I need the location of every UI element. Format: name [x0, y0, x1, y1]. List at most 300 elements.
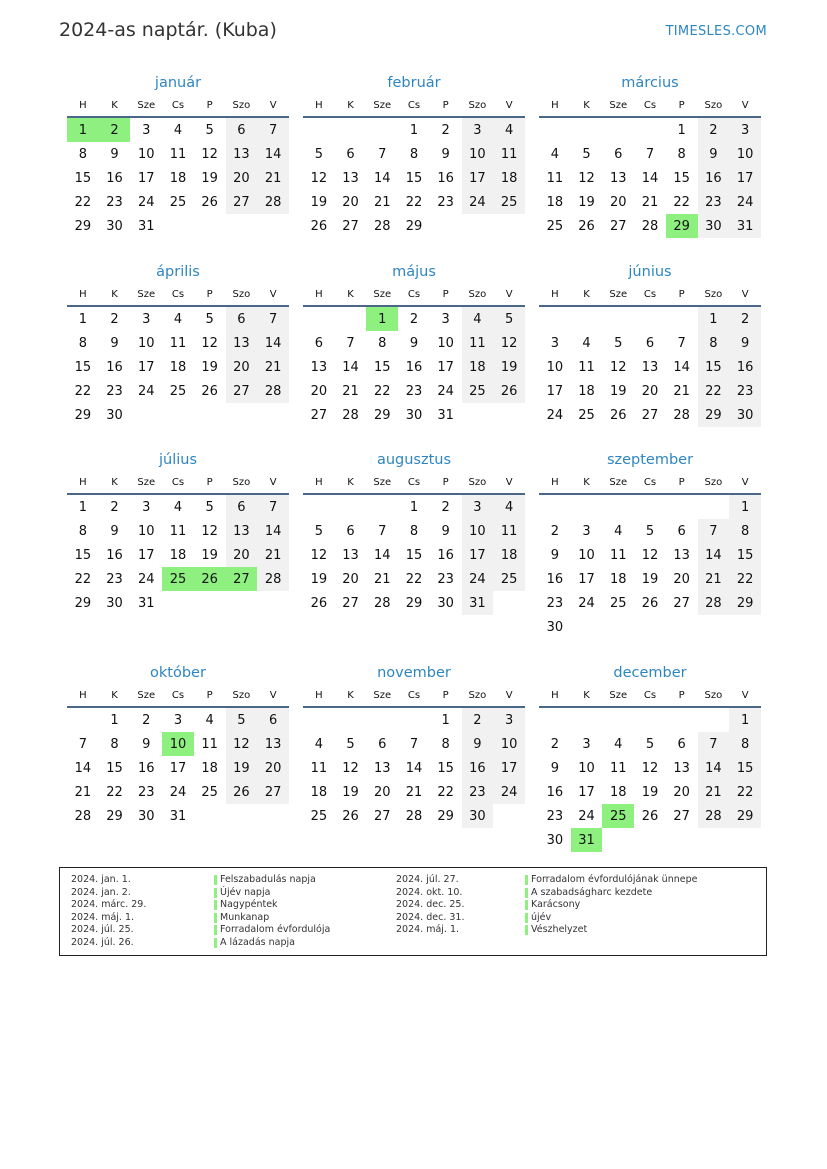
empty-cell: [162, 214, 194, 238]
day-cell: 12: [641, 547, 659, 563]
day-cell: 13: [373, 760, 391, 776]
legend-holiday-name: [531, 887, 697, 900]
day-cell: 8: [110, 736, 119, 752]
day-cell: 14: [74, 760, 92, 776]
day-cell: 8: [78, 146, 87, 162]
day-cell: 31: [571, 828, 603, 852]
day-cell: 20: [673, 571, 690, 587]
legend-holiday-name: [220, 874, 330, 887]
day-cell: 19: [493, 355, 525, 379]
day-cell: 11: [169, 146, 187, 162]
weekday-header: K: [335, 283, 367, 306]
day-cell: 23: [106, 383, 123, 399]
day-cell: 21: [74, 784, 92, 800]
day-cell: 27: [226, 567, 258, 591]
day-cell: 13: [226, 519, 258, 543]
day-cell: 28: [405, 808, 423, 824]
month-block: [539, 72, 761, 238]
day-cell: 20: [226, 355, 258, 379]
day-cell: 9: [142, 736, 151, 752]
day-cell: 2: [729, 306, 761, 331]
weekday-header: K: [571, 283, 603, 306]
month-block: [539, 662, 761, 852]
day-cell: 19: [641, 784, 659, 800]
empty-cell: [602, 828, 634, 852]
holiday-color-marker: [214, 900, 217, 910]
day-cell: 12: [609, 359, 627, 375]
day-cell: 2: [441, 122, 450, 138]
day-cell: 11: [609, 547, 627, 563]
day-cell: 2: [110, 311, 119, 327]
weekday-header: K: [571, 94, 603, 117]
empty-cell: [602, 707, 634, 732]
legend-date: 2024. júl. 26.: [71, 936, 134, 948]
holiday-color-marker: [525, 900, 528, 910]
empty-cell: [729, 615, 761, 639]
day-cell: 21: [405, 784, 423, 800]
month-block: [303, 261, 525, 427]
day-cell: 15: [405, 547, 423, 563]
day-cell: 15: [673, 170, 690, 186]
weekday-header: Szo: [226, 283, 258, 306]
day-cell: 22: [74, 383, 92, 399]
day-cell: 20: [342, 194, 359, 210]
day-cell: 24: [169, 784, 187, 800]
month-name: december: [613, 665, 687, 681]
day-cell: 5: [346, 736, 355, 752]
weekday-header: P: [194, 94, 226, 117]
day-cell: 12: [201, 523, 218, 539]
day-cell: 27: [673, 595, 690, 611]
day-cell: 10: [137, 146, 155, 162]
day-cell: 29: [729, 591, 761, 615]
weekday-header: Sze: [130, 283, 162, 306]
day-cell: 22: [405, 194, 423, 210]
day-cell: 26: [194, 567, 226, 591]
legend-names-right: [531, 874, 697, 937]
month-name: augusztus: [376, 452, 452, 468]
legend-date: 2024. dec. 31.: [396, 911, 465, 923]
empty-cell: [366, 117, 398, 142]
empty-cell: [257, 214, 289, 238]
empty-cell: [493, 214, 525, 238]
day-cell: 11: [462, 331, 494, 355]
day-cell: 22: [729, 780, 761, 804]
day-cell: 28: [257, 379, 289, 403]
day-cell: 22: [74, 194, 92, 210]
day-cell: 22: [405, 571, 423, 587]
day-cell: 16: [546, 571, 564, 587]
weekday-header: K: [571, 471, 603, 494]
month-name: április: [156, 264, 200, 280]
day-cell: 26: [641, 808, 659, 824]
holiday-color-marker: [525, 925, 528, 935]
day-cell: 16: [106, 170, 123, 186]
day-cell: 13: [673, 760, 690, 776]
empty-cell: [335, 117, 367, 142]
day-cell: 30: [106, 595, 123, 611]
weekday-header: P: [430, 684, 462, 707]
day-cell: 17: [137, 170, 155, 186]
empty-cell: [398, 707, 430, 732]
legend-holiday-label: A lázadás napja: [220, 936, 295, 948]
day-cell: 5: [314, 523, 323, 539]
empty-cell: [666, 707, 698, 732]
day-cell: 2: [698, 117, 730, 142]
day-cell: 11: [310, 760, 328, 776]
day-cell: 6: [257, 707, 289, 732]
day-cell: 8: [729, 732, 761, 756]
day-cell: 26: [310, 218, 328, 234]
weekday-header: P: [194, 684, 226, 707]
day-cell: 15: [74, 359, 92, 375]
day-cell: 6: [614, 146, 623, 162]
weekday-header: K: [99, 684, 131, 707]
weekday-header: Sze: [602, 684, 634, 707]
day-cell: 20: [373, 784, 391, 800]
empty-cell: [335, 306, 367, 331]
day-cell: 3: [550, 335, 559, 351]
day-cell: 7: [698, 519, 730, 543]
legend-dates-left: [71, 874, 146, 949]
day-cell: 20: [310, 383, 328, 399]
day-cell: 12: [641, 760, 659, 776]
weekday-header: Cs: [398, 283, 430, 306]
day-cell: 22: [698, 379, 730, 403]
day-cell: 9: [441, 146, 450, 162]
day-cell: 14: [641, 170, 659, 186]
weekday-header: P: [666, 684, 698, 707]
month-name: október: [150, 665, 206, 681]
month-name: március: [621, 75, 679, 91]
day-cell: 1: [78, 311, 87, 327]
empty-cell: [366, 494, 398, 519]
day-cell: 20: [257, 756, 289, 780]
weekday-header: P: [430, 283, 462, 306]
empty-cell: [666, 828, 698, 852]
weekday-header: Sze: [130, 684, 162, 707]
empty-cell: [162, 403, 194, 427]
day-cell: 21: [373, 194, 391, 210]
day-cell: 27: [226, 190, 258, 214]
weekday-header: Sze: [602, 283, 634, 306]
legend-date: 2024. márc. 29.: [71, 899, 147, 910]
day-cell: 16: [137, 760, 155, 776]
day-cell: 2: [110, 499, 119, 515]
weekday-header: Cs: [634, 283, 666, 306]
day-cell: 19: [609, 383, 627, 399]
empty-cell: [303, 306, 335, 331]
day-cell: 16: [437, 170, 454, 186]
day-cell: 21: [342, 383, 359, 399]
day-cell: 8: [698, 331, 730, 355]
day-cell: 19: [226, 756, 258, 780]
day-cell: 8: [78, 335, 87, 351]
day-cell: 14: [698, 543, 730, 567]
day-cell: 14: [257, 331, 289, 355]
legend-holiday-name: [531, 874, 697, 887]
day-cell: 25: [462, 379, 494, 403]
day-cell: 15: [405, 170, 423, 186]
day-cell: 14: [257, 519, 289, 543]
day-cell: 26: [226, 780, 258, 804]
day-cell: 9: [110, 335, 119, 351]
day-cell: 30: [106, 407, 123, 423]
day-cell: 5: [614, 335, 623, 351]
day-cell: 9: [110, 146, 119, 162]
day-cell: 2: [462, 707, 494, 732]
day-cell: 3: [441, 311, 450, 327]
day-cell: 2: [409, 311, 419, 327]
day-cell: 8: [677, 146, 686, 162]
day-cell: 23: [437, 571, 454, 587]
day-cell: 25: [162, 567, 194, 591]
day-cell: 19: [201, 547, 218, 563]
legend-date: 2024. jan. 2.: [71, 886, 131, 898]
empty-cell: [539, 117, 571, 142]
day-cell: 30: [405, 407, 423, 423]
day-cell: 2: [142, 712, 151, 728]
day-cell: 29: [698, 403, 730, 427]
month-name: május: [392, 264, 436, 280]
empty-cell: [602, 615, 634, 639]
day-cell: 26: [310, 595, 328, 611]
weekday-header: Sze: [366, 94, 398, 117]
day-cell: 5: [645, 523, 655, 539]
day-cell: 9: [729, 331, 761, 355]
day-cell: 23: [729, 379, 761, 403]
day-cell: 4: [493, 117, 525, 142]
brand-link[interactable]: TIMESLES.COM: [665, 24, 767, 39]
day-cell: 31: [137, 218, 155, 234]
month-table: [539, 684, 761, 852]
empty-cell: [539, 306, 571, 331]
day-cell: 26: [201, 383, 218, 399]
day-cell: 8: [409, 146, 419, 162]
month-table: [303, 684, 525, 828]
legend-holiday-label: Felszabadulás napja: [220, 874, 316, 885]
day-cell: 3: [582, 736, 591, 752]
empty-cell: [602, 306, 634, 331]
day-cell: 15: [74, 547, 92, 563]
month-block: [539, 449, 761, 639]
month-name: június: [628, 264, 672, 280]
day-cell: 9: [550, 547, 559, 563]
day-cell: 3: [462, 494, 494, 519]
holiday-color-marker: [214, 888, 217, 898]
day-cell: 17: [169, 760, 187, 776]
day-cell: 29: [106, 808, 123, 824]
day-cell: 20: [641, 383, 659, 399]
day-cell: 14: [257, 142, 289, 166]
day-cell: 28: [698, 591, 730, 615]
day-cell: 26: [609, 407, 627, 423]
day-cell: 28: [373, 218, 391, 234]
day-cell: 12: [493, 331, 525, 355]
day-cell: 24: [578, 595, 595, 611]
weekday-header: K: [335, 684, 367, 707]
month-block: [67, 261, 289, 427]
empty-cell: [335, 494, 367, 519]
day-cell: 14: [373, 547, 391, 563]
day-cell: 15: [106, 760, 123, 776]
empty-cell: [257, 591, 289, 615]
day-cell: 10: [462, 519, 494, 543]
weekday-header: K: [571, 684, 603, 707]
day-cell: 12: [310, 170, 328, 186]
day-cell: 7: [257, 117, 289, 142]
holiday-color-marker: [214, 925, 217, 935]
empty-cell: [366, 707, 398, 732]
weekday-header: V: [257, 684, 289, 707]
legend-holiday-label: Nagypéntek: [220, 899, 278, 910]
day-cell: 29: [666, 214, 698, 238]
day-cell: 24: [137, 383, 155, 399]
empty-cell: [226, 591, 258, 615]
day-cell: 24: [437, 383, 454, 399]
day-cell: 9: [110, 523, 119, 539]
day-cell: 5: [314, 146, 323, 162]
empty-cell: [698, 494, 730, 519]
day-cell: 21: [698, 780, 730, 804]
day-cell: 22: [437, 784, 454, 800]
day-cell: 24: [137, 571, 155, 587]
holiday-legend: [59, 867, 767, 956]
month-table: [539, 94, 761, 238]
day-cell: 13: [257, 732, 289, 756]
weekday-header: Sze: [366, 684, 398, 707]
month-block: [303, 662, 525, 828]
day-cell: 6: [378, 736, 387, 752]
empty-cell: [602, 117, 634, 142]
day-cell: 21: [698, 567, 730, 591]
empty-cell: [602, 494, 634, 519]
weekday-header: P: [666, 94, 698, 117]
day-cell: 20: [609, 194, 627, 210]
day-cell: 23: [106, 571, 123, 587]
day-cell: 2: [550, 523, 559, 539]
day-cell: 6: [226, 117, 258, 142]
day-cell: 4: [314, 736, 323, 752]
legend-holiday-label: újév: [531, 911, 552, 923]
day-cell: 17: [546, 383, 564, 399]
day-cell: 16: [462, 756, 494, 780]
day-cell: 13: [673, 547, 690, 563]
day-cell: 20: [226, 166, 258, 190]
weekday-header: Cs: [634, 471, 666, 494]
day-cell: 1: [366, 306, 398, 331]
day-cell: 4: [550, 146, 559, 162]
day-cell: 4: [462, 306, 494, 331]
day-cell: 21: [641, 194, 659, 210]
day-cell: 30: [437, 595, 454, 611]
day-cell: 14: [373, 170, 391, 186]
weekday-header: Szo: [226, 94, 258, 117]
day-cell: 6: [226, 306, 258, 331]
weekday-header: Sze: [602, 94, 634, 117]
day-cell: 21: [257, 166, 289, 190]
day-cell: 8: [409, 523, 419, 539]
day-cell: 21: [673, 383, 690, 399]
weekday-header: Sze: [366, 283, 398, 306]
day-cell: 17: [137, 547, 155, 563]
day-cell: 26: [578, 218, 595, 234]
month-table: [67, 94, 289, 238]
day-cell: 1: [78, 499, 87, 515]
day-cell: 10: [578, 547, 595, 563]
day-cell: 17: [462, 543, 494, 567]
day-cell: 25: [169, 194, 187, 210]
day-cell: 13: [641, 359, 659, 375]
day-cell: 17: [578, 784, 595, 800]
day-cell: 12: [342, 760, 359, 776]
empty-cell: [67, 707, 99, 732]
weekday-header: P: [666, 471, 698, 494]
legend-date: 2024. dec. 25.: [396, 899, 465, 910]
day-cell: 11: [546, 170, 564, 186]
weekday-header: H: [303, 283, 335, 306]
day-cell: 27: [257, 780, 289, 804]
day-cell: 31: [437, 407, 454, 423]
empty-cell: [303, 494, 335, 519]
weekday-header: K: [99, 94, 131, 117]
legend-date: 2024. máj. 1.: [71, 911, 135, 923]
day-cell: 3: [729, 117, 761, 142]
day-cell: 19: [578, 194, 595, 210]
day-cell: 11: [493, 519, 525, 543]
month-block: [67, 449, 289, 615]
day-cell: 22: [729, 567, 761, 591]
empty-cell: [130, 403, 162, 427]
day-cell: 6: [314, 335, 323, 351]
month-block: [539, 261, 761, 427]
weekday-header: Szo: [698, 94, 730, 117]
day-cell: 15: [437, 760, 454, 776]
day-cell: 17: [437, 359, 454, 375]
day-cell: 30: [546, 832, 564, 848]
legend-holiday-label: Forradalom évfordulójának ünnepe: [531, 874, 698, 885]
day-cell: 7: [346, 335, 355, 351]
weekday-header: P: [194, 283, 226, 306]
empty-cell: [698, 828, 730, 852]
day-cell: 8: [441, 736, 450, 752]
day-cell: 30: [137, 808, 155, 824]
month-table: [67, 684, 289, 828]
day-cell: 20: [342, 571, 359, 587]
day-cell: 6: [677, 736, 686, 752]
day-cell: 15: [698, 355, 730, 379]
day-cell: 6: [346, 523, 355, 539]
weekday-header: H: [539, 471, 571, 494]
empty-cell: [303, 117, 335, 142]
day-cell: 27: [226, 379, 258, 403]
weekday-header: Cs: [162, 471, 194, 494]
day-cell: 11: [493, 142, 525, 166]
day-cell: 2: [550, 736, 559, 752]
legend-names-left: [220, 874, 330, 949]
day-cell: 15: [373, 359, 391, 375]
day-cell: 3: [173, 712, 183, 728]
weekday-header: P: [666, 283, 698, 306]
legend-date: 2024. júl. 25.: [71, 924, 134, 935]
empty-cell: [666, 615, 698, 639]
day-cell: 10: [578, 760, 595, 776]
day-cell: 18: [201, 760, 218, 776]
day-cell: 10: [137, 335, 155, 351]
day-cell: 23: [546, 808, 564, 824]
day-cell: 27: [342, 218, 359, 234]
day-cell: 7: [257, 306, 289, 331]
